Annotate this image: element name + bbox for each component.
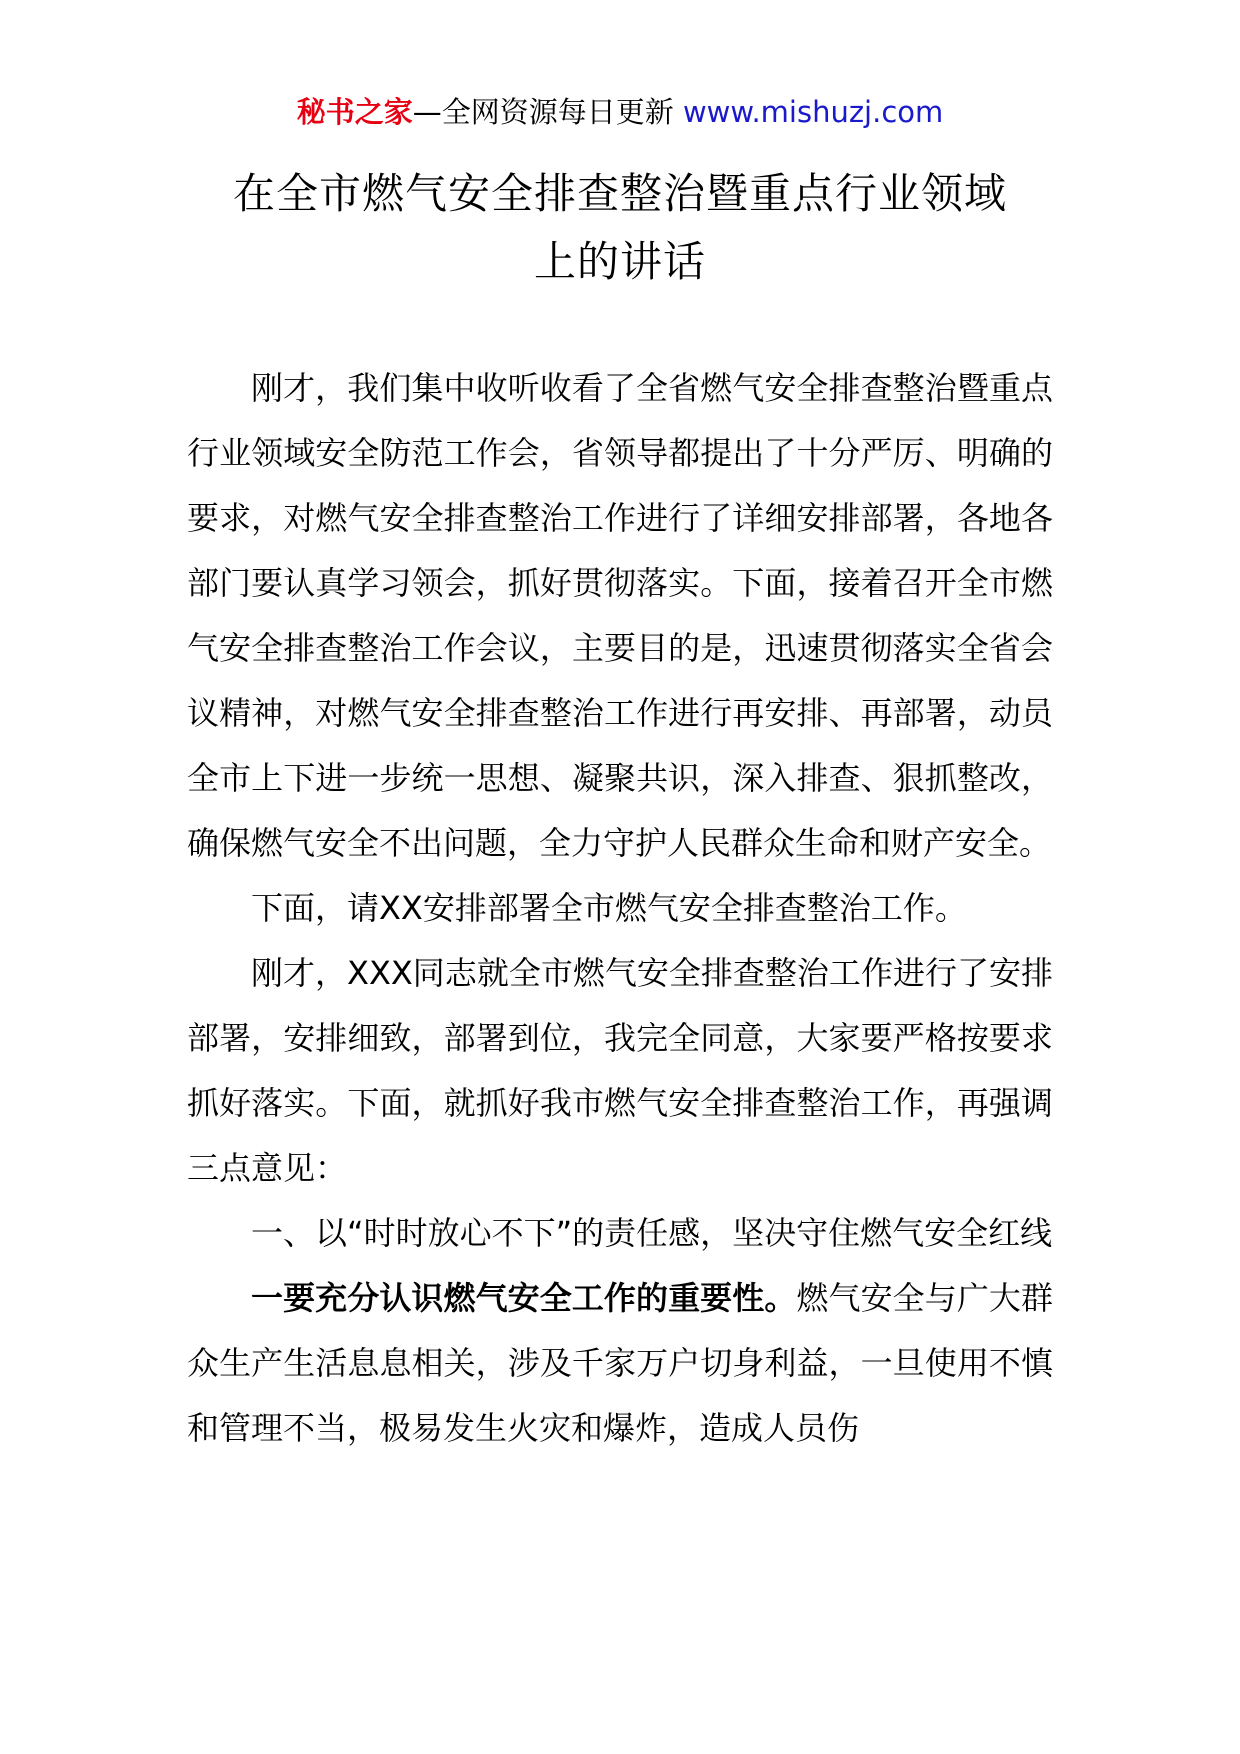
title-line-2: 上的讲话 bbox=[533, 237, 706, 286]
section-heading-1: 一、以“时时放心不下”的责任感，坚决守住燃气安全红线 bbox=[251, 1214, 1053, 1252]
document-body bbox=[187, 356, 1053, 1461]
paragraph-5-lead: 一要充分认识燃气安全工作的重要性。 bbox=[251, 1279, 797, 1317]
title-line-1: 在全市燃气安全排查整治暨重点行业领域 bbox=[232, 169, 1007, 218]
paragraph-1: 刚才，我们集中收听收看了全省燃气安全排查整治暨重点行业领域安全防范工作会，省领导都提出了十分严厉、明确的要求，对燃气安全排查整治工作进行了详细安排部署，各地各部门要认真学习领会，抓好贯彻落实。下面，接着召开全市燃气安全排查整治工作会议，主要目的是，迅速贯彻落实全省会议精神，对燃气安全排查整治工作进行再安排、再部署，动员全市上下进一步统一思想、凝聚共识，深入排查、狠抓整改，确保燃气安全不出问题，全力守护人民群众生命和财产安全。 bbox=[187, 369, 1053, 862]
paragraph-5-text: 燃气安全与广大群众生产生活息息相关，涉及千家万户切身利益，一旦使用不慎和管理不当，极易发生火灾和爆炸，造成人员伤 bbox=[187, 1279, 1053, 1447]
paragraph-3: 刚才，XXX同志就全市燃气安全排查整治工作进行了安排部署，安排细致，部署到位，我完全同意，大家要严格按要求抓好落实。下面，就抓好我市燃气安全排查整治工作，再强调三点意见： bbox=[187, 954, 1053, 1187]
document-title bbox=[150, 160, 1090, 296]
paragraph-2: 下面，请XX安排部署全市燃气安全排查整治工作。 bbox=[251, 889, 967, 927]
site-tagline: —全网资源每日更新 bbox=[412, 95, 683, 129]
site-header bbox=[0, 92, 1240, 132]
paragraph-5 bbox=[187, 1266, 1053, 1461]
site-brand: 秘书之家 bbox=[296, 95, 413, 129]
site-url-link[interactable]: www.mishuzj.com bbox=[682, 95, 944, 129]
